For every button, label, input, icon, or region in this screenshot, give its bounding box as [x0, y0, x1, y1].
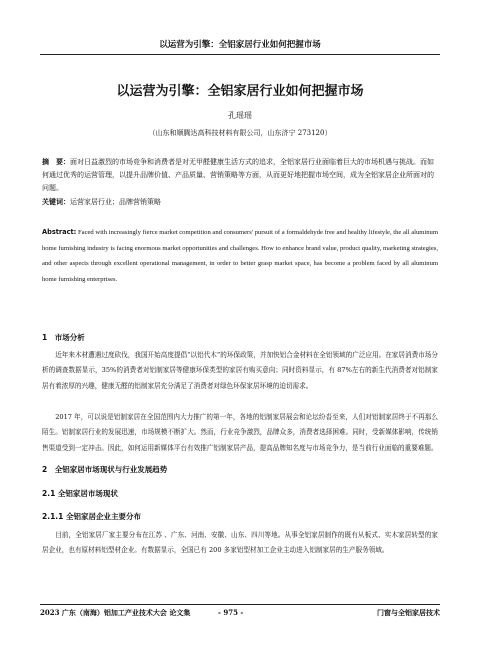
author: 孔瑶瑶 — [228, 111, 252, 120]
section-1-paragraph-1: 近年来木材遭遇过度砍伐，我国开始高度提倡“以铝代木”的环保政策，并加快铝合金材料在全铝领域的广泛应用。在家居消费市场分析的调查数据显示，35%的消费者对铝制家居等健康环保类型的家居有购买意向；同时资料显示，有 87%左右的新生代消费者对铝制家居有着浓厚的兴趣，健康无醛的铝制家居充分满足了消费者对绿色环保家居环境的迫切需求。 — [42, 351, 438, 390]
abstract-cn-label: 摘 要： — [42, 158, 70, 166]
section-1-paragraph-2: 2017 年，可以说是铝制家居在全国范围内大力推广的第一年，各地的铝制家居展会和论坛纷沓至来，人们对铝制家居终于不再那么陌生。铝制家居行业的发展迅速，市场规模不断扩大。然而，行业竞争激烈，品牌众多，消费者选择困难。同时，受新媒体影响，传统销售渠道受到一定冲击。因此，如何运用新媒体平台有效推广铝制家居产品，提高品牌知名度与市场竞争力，是当前行业面临的重要难题。 — [42, 413, 438, 452]
keywords-text: 运营家居行业；品牌营销策略 — [70, 198, 161, 206]
page-footer — [40, 604, 440, 617]
section-2-1-1-heading: 2.1.1 全铝家居企业主要分布 — [42, 512, 141, 521]
footer-page-number: - 975 - — [218, 608, 244, 617]
section-1-heading: 1 市场分析 — [42, 333, 85, 342]
section-2-1-1-paragraph: 目前，全铝家居厂家主要分布在江苏 、广东、河南、安徽、山东、四川等地。从事全铝家居制作的既有从板式、实木家居转型的家居企业，也有原材料铝型材企业。有数据显示，全国已有 200 多家铝型材加工企业主动进入铝制家居的生产服务领域。 — [42, 531, 438, 555]
keywords — [42, 197, 438, 207]
footer-proceedings: 2023 广东（南海）铝加工产业技术大会 论文集 — [40, 608, 191, 617]
abstract-cn-text: 面对日益激烈的市场竞争和消费者是对无甲醛健康生活方式的追求，全铝家居行业面临着巨大的市场机遇与挑战。而如何通过优秀的运营管理，以提升品牌价值、产品质量、营销策略等方面，从而更好地把握市场空间，成为全铝家居企业所面对的问题。 — [42, 158, 434, 192]
running-head: 以运营为引擎：全铝家居行业如何把握市场 — [40, 38, 440, 55]
affiliation: （山东和顺腾达高科技材料有限公司，山东济宁 273120） — [148, 129, 332, 137]
abstract-en-label: Abstract: — [42, 228, 77, 236]
abstract-en — [42, 225, 438, 287]
abstract-cn — [42, 156, 438, 195]
abstract-en-text: Faced with increasingly fierce market competition and consumers' pursuit of a formaldehyde free and healthy lifestyle, the all aluminum home furnishing industry is facing enormous market opportunities and challenges. How to enhance brand value, product quality, marketing strategies, and other aspects through excellent operational management, in order to better grasp market space, has become a problem faced by all aluminum home furnishing enterprises. — [42, 229, 438, 283]
section-2-heading: 2 全铝家居市场现状与行业发展趋势 — [42, 465, 168, 474]
footer-section: 门窗与全铝家居技术 — [377, 608, 440, 617]
keywords-label: 关键词： — [42, 198, 70, 206]
paper-title: 以运营为引擎：全铝家居行业如何把握市场 — [116, 84, 364, 99]
section-2-1-heading: 2.1 全铝家居市场现状 — [42, 489, 118, 498]
